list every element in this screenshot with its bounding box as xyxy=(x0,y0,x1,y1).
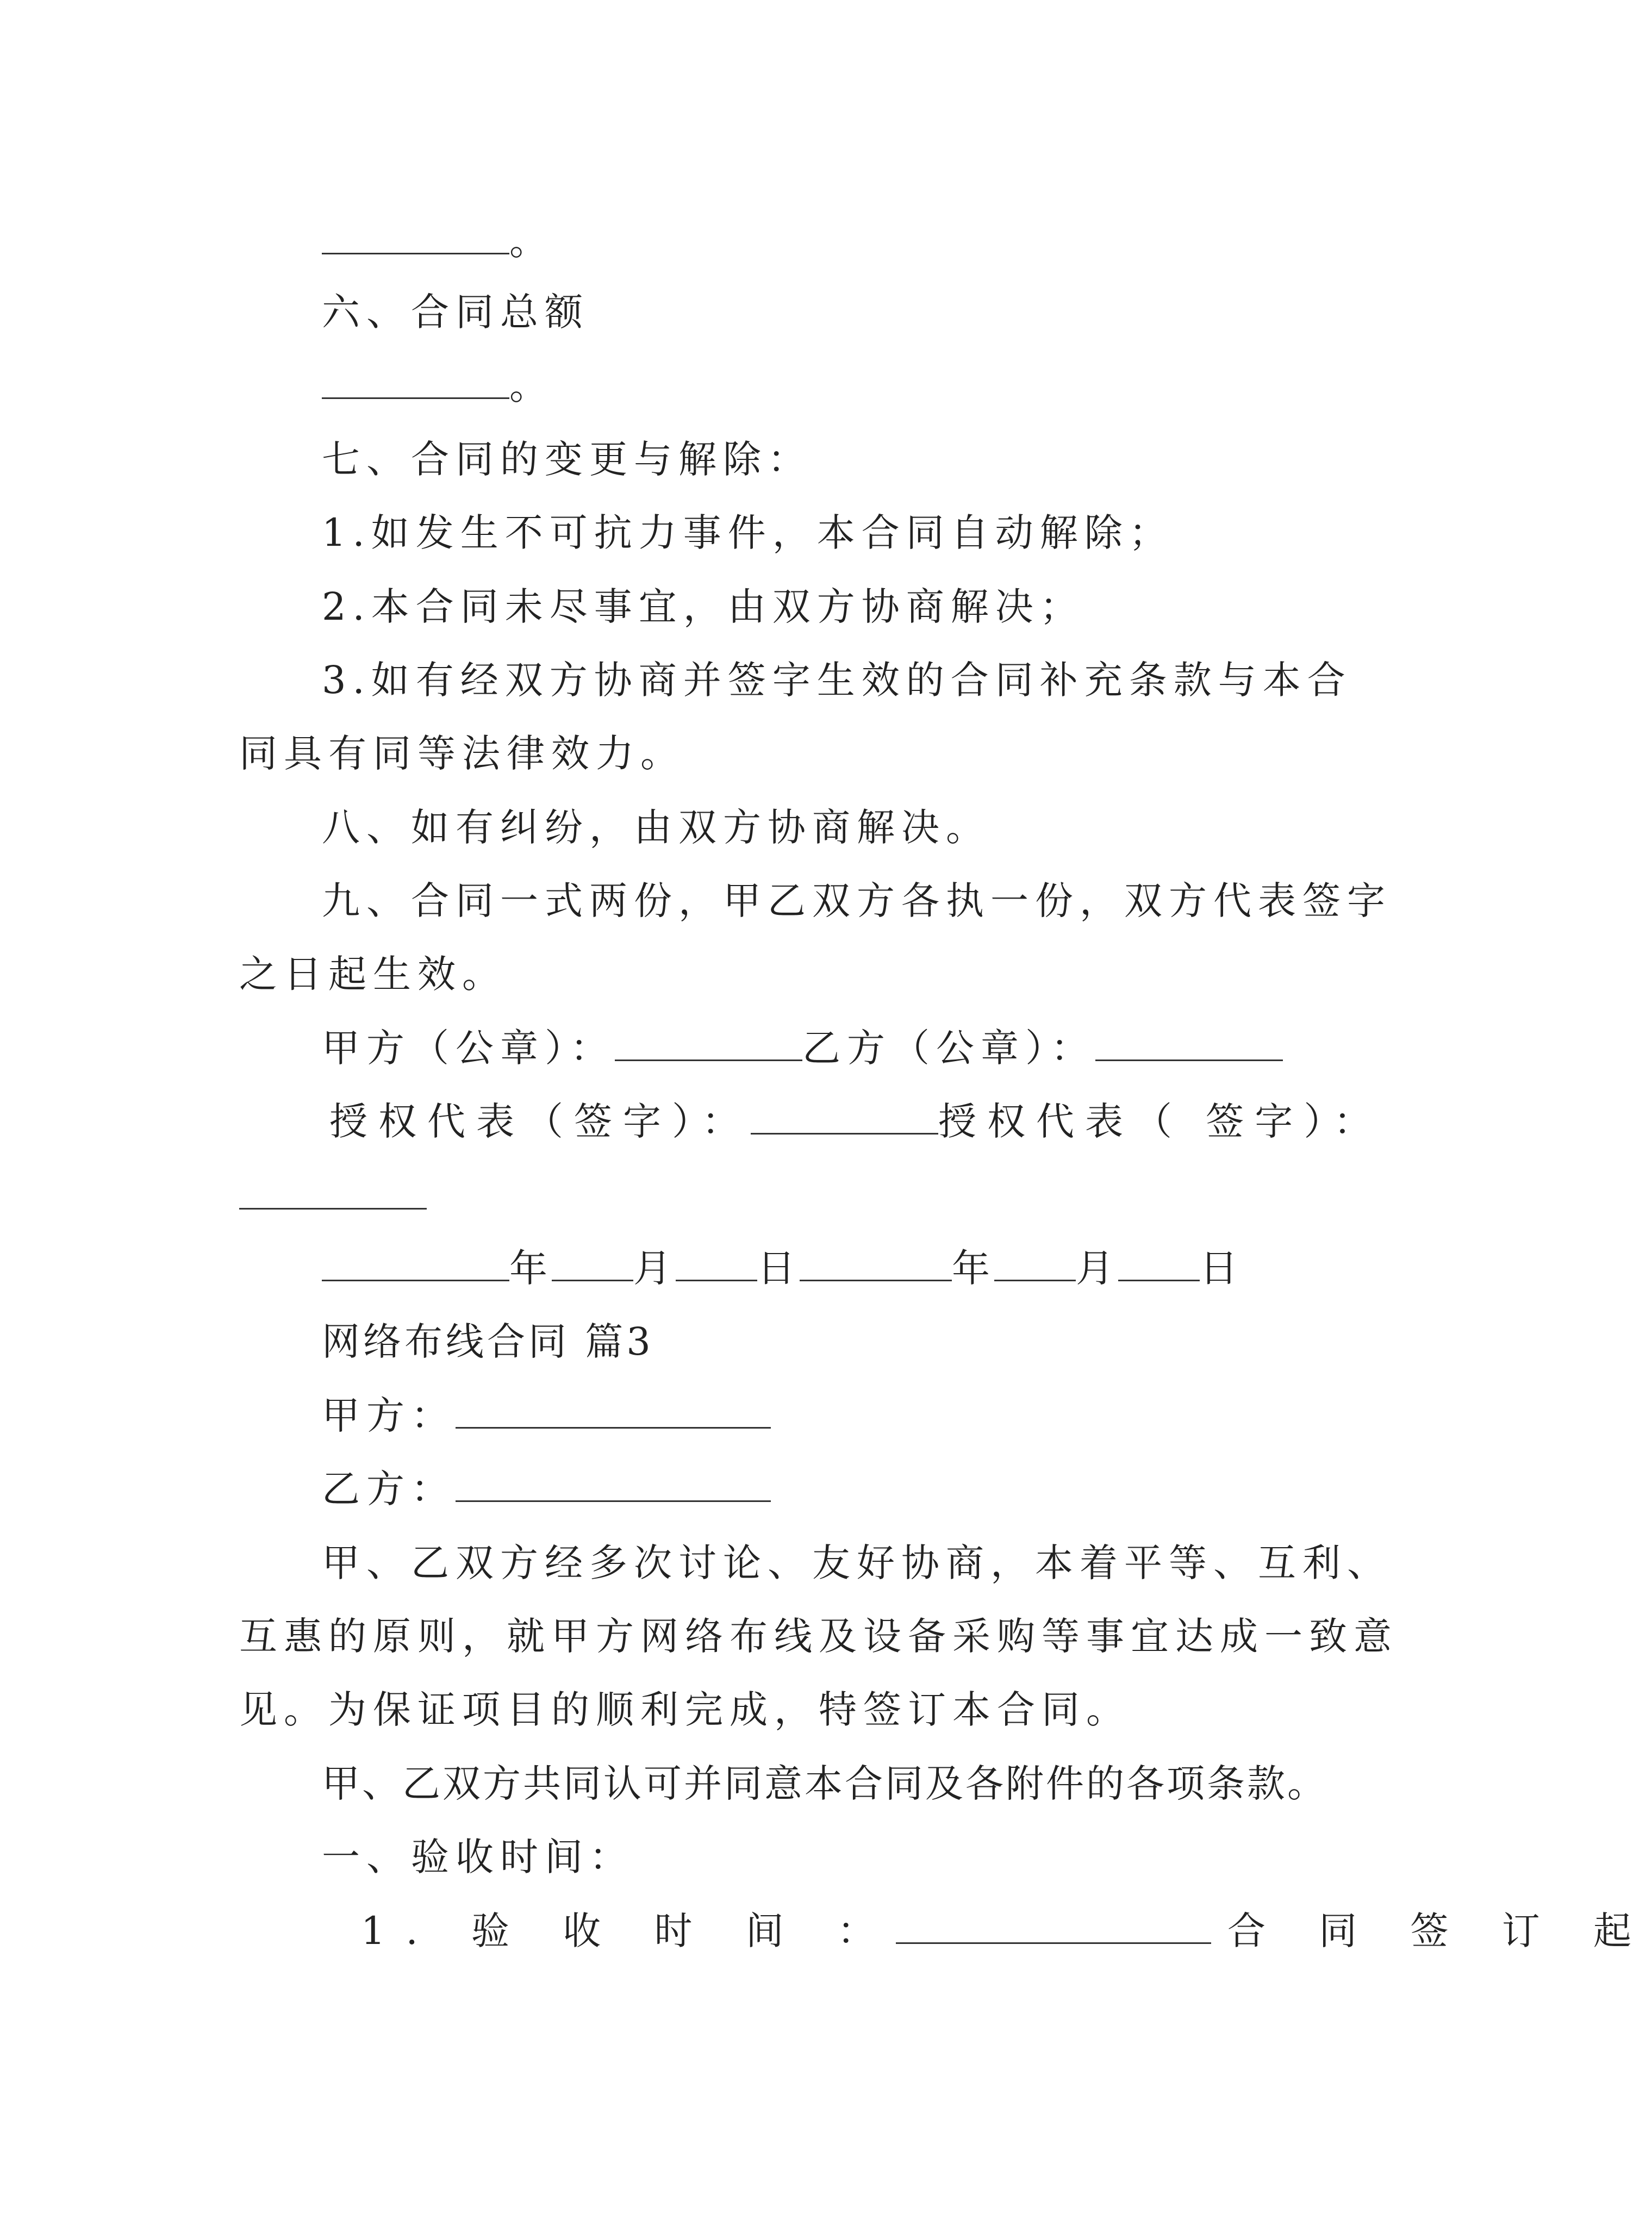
party-a-representative-label: 授权代表（签字）： xyxy=(329,1099,751,1144)
section-heading-acceptance-time: 一、验收时间： xyxy=(322,1835,634,1879)
clause-7-3-continued: 同具有同等法律效力。 xyxy=(239,731,685,776)
party-a-day-blank[interactable] xyxy=(676,1247,757,1281)
blank-line-total-amount: 。 xyxy=(322,360,554,412)
party-b-label: 乙方： xyxy=(322,1467,456,1511)
date-line: 年 月 日 年 月 日 xyxy=(322,1242,1242,1294)
clause-7-1: 1.如发生不可抗力事件，本合同自动解除； xyxy=(322,510,1174,555)
section-heading-total-amount: 六、合同总额 xyxy=(322,290,589,334)
fill-in-blank[interactable] xyxy=(322,365,509,399)
agreement-statement: 甲、乙双方共同认可并同意本合同及各附件的各项条款。 xyxy=(322,1761,1327,1806)
acceptance-time-suffix: 合 同 签 订 起 xyxy=(1227,1909,1652,1953)
section-copies: 九、合同一式两份，甲乙双方各执一份，双方代表签字 xyxy=(322,878,1392,923)
acceptance-time-blank[interactable] xyxy=(896,1910,1211,1944)
party-a-year-blank[interactable] xyxy=(322,1247,509,1281)
party-a-label: 甲方： xyxy=(322,1393,456,1438)
party-b-day-blank[interactable] xyxy=(1118,1247,1200,1281)
party-b-line xyxy=(322,1463,771,1515)
party-b-year-blank[interactable] xyxy=(800,1247,952,1281)
clause-7-3: 3.如有经双方协商并签字生效的合同补充条款与本合 xyxy=(322,658,1352,702)
section-copies-continued: 之日起生效。 xyxy=(239,952,507,996)
party-b-month-blank[interactable] xyxy=(994,1247,1076,1281)
party-a-seal-label: 甲方（公章）： xyxy=(322,1026,615,1070)
section-heading-change-termination: 七、合同的变更与解除： xyxy=(322,437,812,482)
party-b-seal-label: 乙方（公章）： xyxy=(802,1026,1095,1070)
clause-1-acceptance-time xyxy=(361,1905,1652,1957)
party-a-representative-blank[interactable] xyxy=(751,1100,938,1135)
clause-7-2: 2.本合同未尽事宜，由双方协商解决； xyxy=(322,584,1084,629)
preamble-line-2: 互惠的原则，就甲方网络布线及设备采购等事宜达成一致意 xyxy=(239,1614,1398,1659)
contract-title: 网络布线合同 篇3 xyxy=(322,1319,654,1364)
party-a-seal-blank[interactable] xyxy=(615,1027,802,1061)
preamble-line-1: 甲、乙双方经多次讨论、友好协商，本着平等、互利、 xyxy=(322,1541,1392,1585)
section-disputes: 八、如有纠纷，由双方协商解决。 xyxy=(322,805,990,850)
blank-line-item: 。 xyxy=(322,215,554,267)
party-b-blank[interactable] xyxy=(456,1468,771,1502)
seal-line xyxy=(322,1022,1283,1074)
preamble-line-3: 见。为保证项目的顺利完成，特签订本合同。 xyxy=(239,1687,1131,1732)
signature-line xyxy=(329,1095,1382,1148)
acceptance-time-label: 1. 验 收 时 间 ： xyxy=(361,1909,896,1953)
party-a-month-blank[interactable] xyxy=(552,1247,633,1281)
party-b-representative-label: 授权代表（ 签字）： xyxy=(938,1099,1383,1144)
fill-in-blank[interactable] xyxy=(322,220,509,254)
party-a-line xyxy=(322,1389,771,1442)
party-b-representative-blank[interactable] xyxy=(239,1208,427,1210)
party-b-seal-blank[interactable] xyxy=(1095,1027,1283,1061)
party-a-blank[interactable] xyxy=(456,1394,771,1429)
